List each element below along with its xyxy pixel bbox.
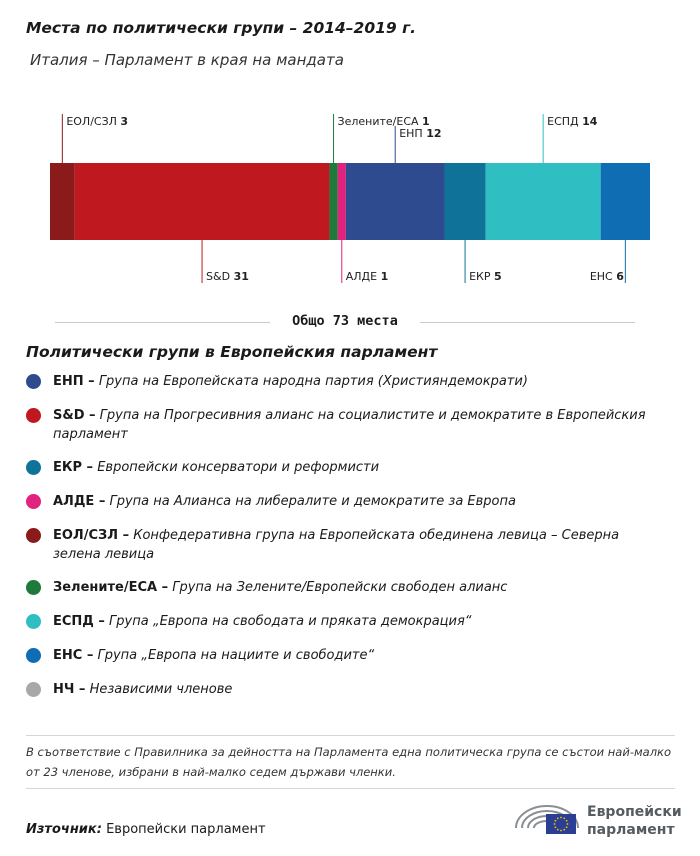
legend-abbr: ЕСПД – [53,614,105,629]
european-parliament-logo-icon [514,798,580,838]
legend-text: Група на Зелените/Европейски свободен алианс [172,580,508,595]
legend-abbr: S&D – [53,408,96,423]
legend-dot [26,682,41,697]
bar-segment [75,163,330,240]
legend-abbr: Зелените/ЕСА – [53,580,169,595]
eu-star-icon [567,823,569,825]
eu-star-icon [554,823,556,825]
segment-label: АЛДЕ 1 [345,270,389,283]
legend-dot [26,374,41,389]
legend-abbr: НЧ – [53,682,86,697]
legend-dot [26,408,41,423]
eu-star-icon [566,820,568,822]
legend-text: Конфедеративна група на Европейската обединена левица – Северна зелена левица [53,528,620,562]
legend-item-nch [26,680,666,699]
bar-segment [50,163,75,240]
legend-text: Европейски консерватори и реформисти [97,460,380,475]
total-seats-row [55,313,635,331]
bar-segment [486,163,601,240]
legend-title: Политически групи в Европейския парламент [26,343,438,361]
page-title: Места по политически групи – 2014–2019 г. [26,19,417,37]
total-seats-label: Общо 73 места [282,313,408,329]
legend-text: Група „Европа на нациите и свободите“ [97,648,375,663]
logo-line1: Европейски [587,804,682,820]
source-label: Източник: [26,822,102,837]
legend-abbr: АЛДЕ – [53,494,106,509]
eu-star-icon [554,826,556,828]
logo-text [587,803,682,839]
legend-text: Група на Прогресивния алианс на социалистите и демократите в Европейския парламент [53,408,646,442]
legend-dot [26,528,41,543]
note-divider-bottom [26,788,675,789]
eu-star-icon [557,829,559,831]
legend-item-ekr [26,458,666,477]
eu-star-icon [563,817,565,819]
legend-item-sd [26,406,666,444]
stacked-seat-chart [0,0,700,300]
legend-item-enp [26,372,666,391]
bar-segment [601,163,650,240]
eu-star-icon [560,817,562,819]
segment-label: ЕНП 12 [399,127,442,140]
legend-item-alde [26,492,666,511]
source-line [26,822,266,837]
legend-abbr: ЕКР – [53,460,94,475]
eu-star-icon [563,829,565,831]
legend-dot [26,460,41,475]
segment-label: S&D 31 [206,270,249,283]
eu-star-icon [566,826,568,828]
legend-dot [26,648,41,663]
legend-abbr: ЕНП – [53,374,95,389]
segment-label: Зелените/ЕСА 1 [337,115,430,128]
legend-item-eol [26,526,666,564]
segment-label: ЕСПД 14 [547,115,598,128]
legend-item-ens [26,646,666,665]
page-subtitle: Италия – Парламент в края на мандата [30,51,344,69]
legend-dot [26,494,41,509]
eu-star-icon [554,820,556,822]
note-divider-top [26,735,675,736]
legend-abbr: ЕНС – [53,648,94,663]
eu-star-icon [560,830,562,832]
legend-abbr: ЕОЛ/СЗЛ – [53,528,130,543]
legend-dot [26,580,41,595]
segment-label: ЕНС 6 [589,270,624,283]
segment-label: ЕОЛ/СЗЛ 3 [66,115,129,128]
legend-text: Независими членове [89,682,233,697]
legend-item-greens [26,578,666,597]
legend-text: Група на Алианса на либералите и демократите за Европа [109,494,516,509]
legend-text: Група „Европа на свободата и пряката демокрация“ [109,614,472,629]
legend-text: Група на Европейската народна партия (Християндемократи) [98,374,528,389]
legend-dot [26,614,41,629]
legend-item-espd [26,612,666,631]
bar-segment [445,163,486,240]
bar-segment [346,163,445,240]
bar-segment [329,163,337,240]
logo-line2: парламент [587,822,675,838]
source-value: Европейски парламент [106,822,266,837]
bar-segment [338,163,346,240]
footnote: В съответствие с Правилника за дейността на Парламента една политическа група се състои най-малко от 23 членове, избрани в най-малко седем държави членки. [26,745,672,779]
eu-star-icon [557,817,559,819]
segment-label: ЕКР 5 [469,270,502,283]
